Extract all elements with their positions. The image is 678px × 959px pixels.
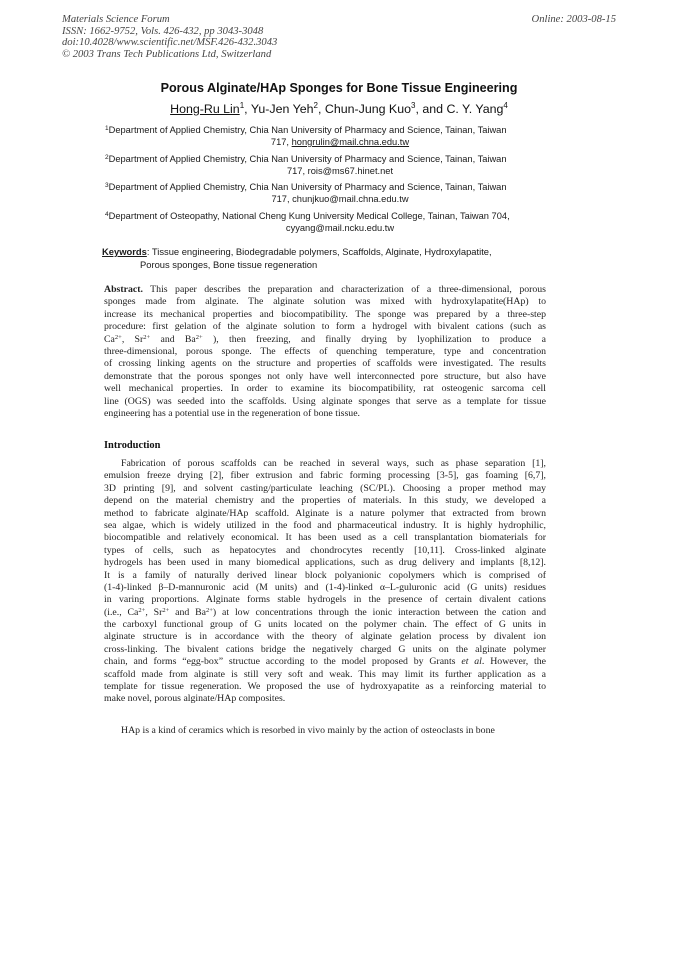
intro-text-italic: et al <box>461 656 482 668</box>
intro-text: , Sr <box>145 606 163 618</box>
author-name: Yu-Jen Yeh <box>250 102 314 116</box>
author-name: Chun-Jung Kuo <box>324 102 411 116</box>
abstract-text: line (OGS) was seeded into the scaffolds. Using alginate sponges that serve as a template for tissue <box>104 395 546 407</box>
charge-sup: 2+ <box>162 606 170 614</box>
author-sup: 3 <box>410 101 416 110</box>
abstract-text: and Ba <box>150 333 196 345</box>
charge-sup: 2+ <box>114 333 122 341</box>
introduction-paragraph-2 <box>104 725 546 737</box>
affiliation-email[interactable]: cyyang@mail.ncku.edu.tw <box>285 223 395 233</box>
author-name: C. Y. Yang <box>446 102 504 116</box>
abstract-label: Abstract. <box>104 284 143 295</box>
intro-line: Fabrication of porous scaffolds can be reached in several ways, such as phase separation [1], <box>121 458 546 469</box>
abstract-text: demonstrate that the porous sponges not only have well interconnected pore structure, but also have <box>104 370 546 382</box>
intro-line: sea algae, which is widely utilized in the food and pharmaceutical industry. It is highly hydrophilic, <box>104 519 546 531</box>
copyright-line: © 2003 Trans Tech Publications Ltd, Switzerland <box>62 49 272 61</box>
intro-text: . However, the <box>481 656 547 668</box>
affiliation-text: Department of Osteopathy, National Cheng Kung University Medical College, Tainan, Taiwan 704, <box>108 211 510 221</box>
charge-sup: 2+ <box>206 606 213 614</box>
charge-sup: 2+ <box>195 333 203 341</box>
intro-line: method to fabricate alginate/HAp scaffold. Alginate is a nature polymer that extracted from brown <box>104 507 546 519</box>
affiliation-postcode: 717, <box>271 194 293 204</box>
intro-line: types of cells, such as hepatocytes and chondrocytes recently [10,11]. Cross-linked alginate <box>104 544 546 556</box>
intro-line: in varing proportions. Alginate forms stable hydrogels in the presence of certain divalent cations <box>104 594 546 606</box>
doi-line: doi:10.4028/www.scientific.net/MSF.426-432.3043 <box>62 37 278 49</box>
abstract-text: sponges made from alginate. The alginate solution was mixed with hydroxylapatite(HAp) to <box>104 296 546 308</box>
running-header <box>62 14 277 61</box>
affiliation-email[interactable]: chunjkuo@mail.chna.edu.tw <box>292 194 409 204</box>
affiliation-text: Department of Applied Chemistry, Chia Nan University of Pharmacy and Science, Tainan, Taiwan <box>108 154 507 164</box>
abstract-text: engineering has a potential use in the regeneration of bone tissue. <box>104 407 360 419</box>
abstract-text: ), then freezing, and finally drying by lyophilization to produce a <box>202 333 546 345</box>
intro-line: cross-linking. The bivalent cations bridge the negatively charged G units on the alginate polymer <box>104 643 546 655</box>
affiliation-email[interactable]: rois@ms67.hinet.net <box>307 166 394 176</box>
abstract-text: Ca <box>104 333 115 345</box>
paper-title: Porous Alginate/HAp Sponges for Bone Tissue Engineering <box>160 81 518 95</box>
affiliation-sup: 2 <box>105 154 109 161</box>
affiliation-email[interactable]: hongrulin@mail.chna.edu.tw <box>291 137 410 147</box>
intro-line: emulsion freeze drying [2], fiber extrusion and fabric forming processing [3-5], gas foaming [6,7], <box>104 470 546 482</box>
affiliation-sup: 1 <box>105 125 109 132</box>
online-date: Online: 2003-08-15 <box>531 14 616 25</box>
keywords-label: Keywords <box>102 246 147 257</box>
issn-line: ISSN: 1662-9752, Vols. 426-432, pp 3043-3048 <box>62 25 264 37</box>
intro-line: biocompatible and relatively economical. It has been used as a cell transplantation biomaterials for <box>104 532 546 544</box>
intro-line: It is a family of naturally derived linear block polyanionic copolymers which is comprised of <box>104 569 546 581</box>
intro-text: chain, and forms “egg-box” structue according to the model proposed by Grants <box>104 656 462 668</box>
affiliation-postcode: 717, <box>270 137 292 147</box>
keywords-text: Porous sponges, Bone tissue regeneration <box>140 258 318 270</box>
intro-line: 3D printing [9], and solvent casting/particulate leaching (SC/PL). Choosing a proper method may <box>104 482 546 494</box>
intro-line: scaffold made from alginate is still very soft and weak. This may limit its further application as a <box>104 668 546 680</box>
intro-text: and Ba <box>169 606 206 618</box>
author-sup: 2 <box>313 101 318 110</box>
abstract-text: increase its mechanical properties and biocompatibility. The sponge was prepared by a three-step <box>104 308 546 320</box>
charge-sup: 2+ <box>138 606 146 614</box>
intro-line: the carboxyl functional group of G units located on the polymer chain. The effect of G units in <box>104 619 546 631</box>
intro-line: (1-4)-linked β–D-mannuronic acid (M units) and (1-4)-linked α–L-guluronic acid (G units) residues <box>104 581 546 593</box>
intro-line: HAp is a kind of ceramics which is resorbed in vivo mainly by the action of osteoclasts in bone <box>121 725 495 736</box>
author-sup: 4 <box>503 101 508 110</box>
journal-name: Materials Science Forum <box>62 14 170 25</box>
introduction-body <box>104 458 546 706</box>
abstract-text: of crossing linking agents on the structure and properties of scaffolds were investigated. The results <box>104 358 546 370</box>
affiliation-postcode: 717, <box>286 166 308 176</box>
intro-text: ) at low concentrations through the ionic interaction between the cation and <box>212 606 546 618</box>
keywords <box>102 246 582 271</box>
author-name: Hong-Ru Lin <box>170 102 240 116</box>
intro-line: hydrogels has been used in many biomedical applications, such as drug delivery and implants [8,12]. <box>104 557 546 569</box>
section-heading-introduction: Introduction <box>104 440 161 451</box>
affiliation <box>105 181 575 205</box>
abstract-text: procedure: first gelation of the alginate solution to form a hydrogel with bivalent cations (such as <box>104 321 546 333</box>
intro-line: alginate structure is in accordance with the theory of alginate gelation process by divalent ion <box>104 631 546 643</box>
author-list: Hong-Ru Lin$^1$, Yu-Jen Yeh$^2$, Chun-Jung Kuo$^3$, and C. Y. Yang$^4$ <box>170 101 508 116</box>
affiliation-sup: 3 <box>105 182 109 189</box>
abstract-text: well mechanical properties. In order to examine its biocompatibility, rat osteogenic sarcoma cell <box>104 383 546 395</box>
affiliation-text: Department of Applied Chemistry, Chia Nan University of Pharmacy and Science, Tainan, Taiwan <box>108 182 507 192</box>
affiliation-sup: 4 <box>105 211 109 218</box>
abstract-text: three-dimensional, porous sponge. The effects of quenching temperature, type and concentration <box>104 345 546 357</box>
keywords-text: : Tissue engineering, Biodegradable polymers, Scaffolds, Alginate, Hydroxylapatite, <box>146 246 492 257</box>
affiliation-text: Department of Applied Chemistry, Chia Nan University of Pharmacy and Science, Tainan, Taiwan <box>108 125 507 135</box>
intro-line: template for tissue regeneration. We proposed the use of hydroxyapatite as a reinforcing material to <box>104 681 546 693</box>
intro-text: (i.e., Ca <box>104 606 139 618</box>
affiliation <box>105 153 575 177</box>
charge-sup: 2+ <box>143 333 151 341</box>
intro-line: depend on the material chemistry and the properties of materials. In this study, we developed a <box>104 495 546 507</box>
abstract <box>104 284 546 420</box>
affiliation <box>105 210 575 234</box>
intro-line: make novel, porous alginate/HAp composites. <box>104 693 286 705</box>
author-sup: 1 <box>239 101 245 110</box>
affiliation <box>105 124 575 148</box>
abstract-text: , Sr <box>121 333 144 345</box>
abstract-text: This paper describes the preparation and characterization of a three-dimensional, porous <box>142 284 546 295</box>
